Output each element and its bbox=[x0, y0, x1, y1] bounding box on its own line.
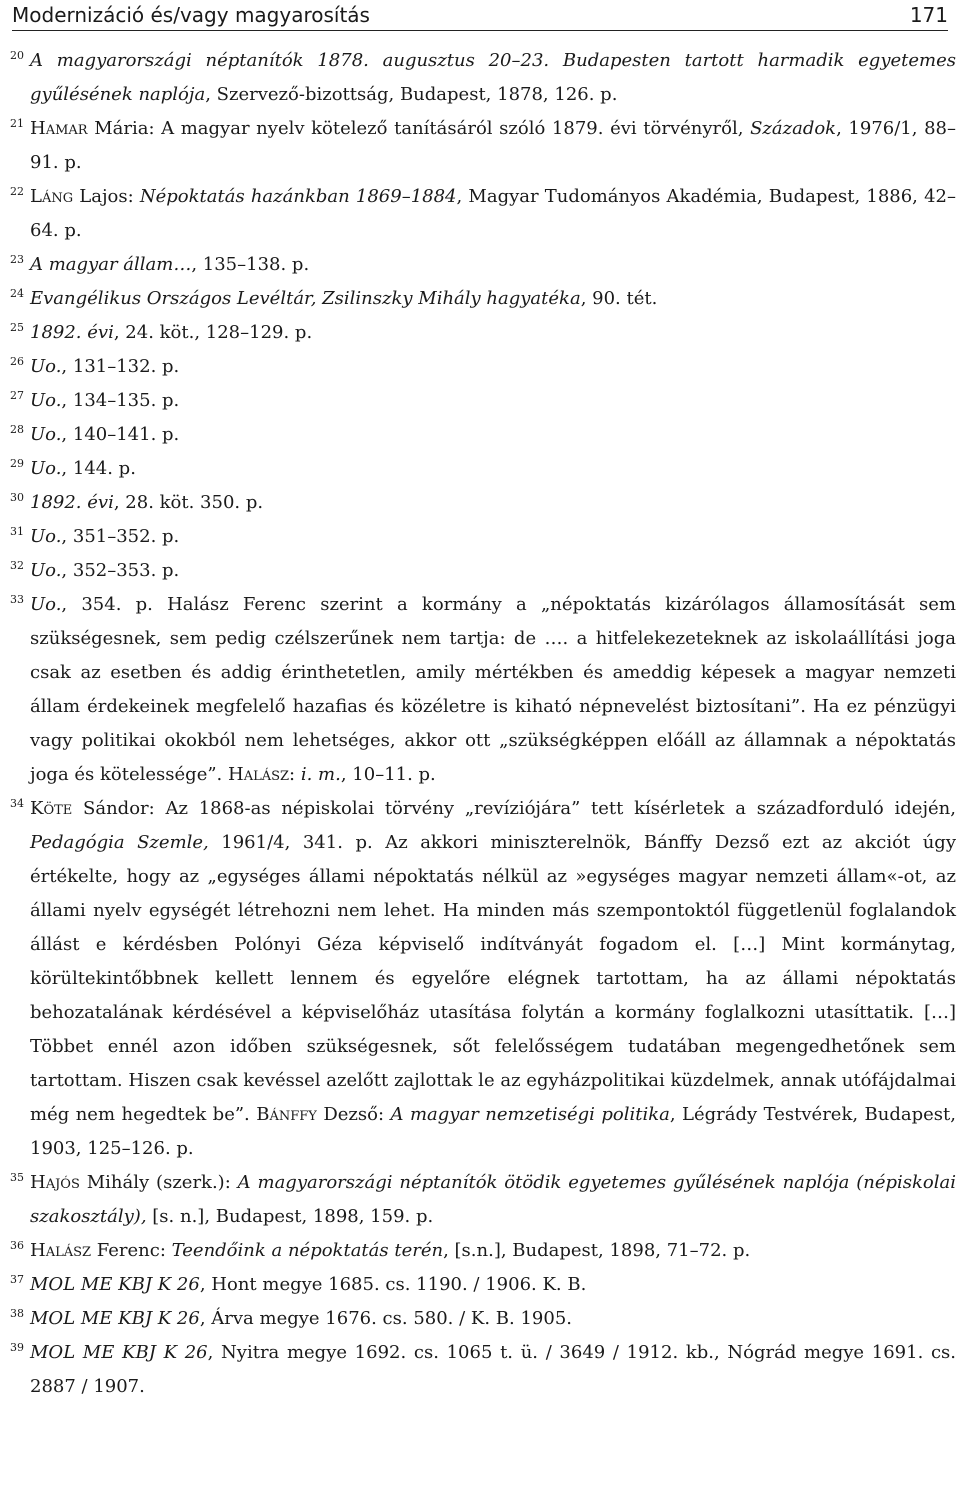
footnote-italic-text: A magyar nemzetiségi politika bbox=[390, 1104, 670, 1125]
footnote-text: , 131–132. p. bbox=[61, 356, 180, 377]
footnote-number: 22 bbox=[10, 185, 24, 198]
footnote-italic-text: MOL ME KBJ K 26 bbox=[30, 1308, 200, 1329]
footnote-text: Ferenc: bbox=[91, 1240, 172, 1261]
footnote-text: , 134–135. p. bbox=[61, 390, 180, 411]
footnote-text: Sándor: Az 1868-as népiskolai törvény „revíziójára” tett kísérletek a századforduló idején, bbox=[72, 798, 956, 819]
footnote-number: 35 bbox=[10, 1171, 24, 1184]
footnote bbox=[10, 486, 956, 520]
footnote-text: , 24. köt., 128–129. p. bbox=[113, 322, 313, 343]
footnote-italic-text: i. m. bbox=[300, 764, 341, 785]
footnote-number: 28 bbox=[10, 423, 24, 436]
footnote-italic-text: 1892. évi bbox=[30, 492, 114, 513]
footnote-italic-text: A magyarországi néptanítók ötödik egyetemes gyűlésének naplója (népiskolai szakosztály), bbox=[30, 1172, 956, 1227]
footnote-italic-text: Uo. bbox=[30, 594, 62, 615]
footnote bbox=[10, 350, 956, 384]
footnote-text: , [s.n.], Budapest, 1898, 71–72. p. bbox=[443, 1240, 751, 1261]
footnote-italic-text: Századok bbox=[750, 118, 837, 139]
footnote bbox=[10, 418, 956, 452]
footnote-number: 23 bbox=[10, 253, 24, 266]
footnote-text: : bbox=[289, 764, 301, 785]
footnote-text: Mária: A magyar nyelv kötelező tanításáról szóló 1879. évi törvényről, bbox=[87, 118, 751, 139]
footnote-number: 37 bbox=[10, 1273, 24, 1286]
footnote bbox=[10, 1302, 956, 1336]
footnote-author-name: Bánffy bbox=[256, 1104, 317, 1125]
footnote bbox=[10, 384, 956, 418]
footnote-number: 25 bbox=[10, 321, 24, 334]
footnote-text: 1961/4, 341. p. Az akkori miniszterelnök, Bánffy Dezső ezt az akciót úgy értékelte, hogy az „egységes állami népoktatás nélkül az »egységes magyar nemzeti állam«-ot, az állami nyelv egységét létrehozni nem lehet. Ha minden más szempontoktól függetlenül foglalandok állást e kérdésben Polónyi Géza képviselő indítványát fogadom el. […] Mint kormánytag, körültekintőbbnek kellett lennem és egyelőre elégnek tartottam, ha az állami népoktatás behozatalának kérdésével a képviselőház utasítása folytán a kormány foglalkozni utasíttatik. […] Többet ennél azon időben szükségesnek, sőt felelősségem tudatában megengedhetőnek sem tartottam. Hiszen csak kevéssel azelőtt zajlottak le az egyházpolitikai küzdelmek, annak utófájdalmai még nem hegedtek be”. bbox=[30, 832, 956, 1125]
footnotes-list bbox=[10, 44, 956, 1404]
page-number: 171 bbox=[909, 3, 948, 27]
footnote-text: , 351–352. p. bbox=[61, 526, 180, 547]
footnote-number: 33 bbox=[10, 593, 24, 606]
footnote-italic-text: Uo. bbox=[30, 390, 62, 411]
footnote-author-name: Hajós bbox=[30, 1172, 80, 1193]
footnote-italic-text: Uo. bbox=[30, 356, 62, 377]
footnote-text: , 352–353. p. bbox=[61, 560, 180, 581]
footnote bbox=[10, 1268, 956, 1302]
footnote-text: , Nyitra megye 1692. cs. 1065 t. ü. / 3649 / 1912. kb., Nógrád megye 1691. cs. 2887 / 1907. bbox=[30, 1342, 956, 1397]
footnote-italic-text: Evangélikus Országos Levéltár, Zsilinszky Mihály hagyatéka bbox=[30, 288, 581, 309]
footnote-italic-text: Uo. bbox=[30, 560, 62, 581]
footnote-number: 27 bbox=[10, 389, 24, 402]
footnote-author-name: Halász bbox=[30, 1240, 92, 1261]
footnote-number: 36 bbox=[10, 1239, 24, 1252]
footnote bbox=[10, 588, 956, 792]
footnote bbox=[10, 452, 956, 486]
footnote bbox=[10, 792, 956, 1166]
footnote bbox=[10, 316, 956, 350]
footnote bbox=[10, 520, 956, 554]
footnote bbox=[10, 180, 956, 248]
footnote-text: , 10–11. p. bbox=[340, 764, 436, 785]
footnote-number: 39 bbox=[10, 1341, 24, 1354]
footnote-author-name: Köte bbox=[30, 798, 73, 819]
footnote-italic-text: MOL ME KBJ K 26 bbox=[30, 1342, 208, 1363]
footnote-number: 24 bbox=[10, 287, 24, 300]
footnote-text: , 144. p. bbox=[61, 458, 136, 479]
footnote-number: 26 bbox=[10, 355, 24, 368]
footnote-text: , 28. köt. 350. p. bbox=[113, 492, 264, 513]
footnote bbox=[10, 282, 956, 316]
footnote bbox=[10, 112, 956, 180]
footnote-author-name: Halász bbox=[228, 764, 290, 785]
footnote-text: [s. n.], Budapest, 1898, 159. p. bbox=[146, 1206, 434, 1227]
footnote-italic-text: Uo. bbox=[30, 458, 62, 479]
footnote bbox=[10, 554, 956, 588]
footnote-text: , 90. tét. bbox=[580, 288, 658, 309]
footnote-number: 34 bbox=[10, 797, 24, 810]
running-head-title: Modernizáció és/vagy magyarosítás bbox=[12, 3, 370, 27]
footnote-number: 21 bbox=[10, 117, 24, 130]
footnote-text: , 140–141. p. bbox=[61, 424, 180, 445]
running-head bbox=[12, 2, 948, 31]
footnote-text: , Légrády Testvérek, Budapest, 1903, 125–126. p. bbox=[30, 1104, 956, 1159]
footnote bbox=[10, 1336, 956, 1404]
footnote-text: Mihály (szerk.): bbox=[79, 1172, 238, 1193]
footnote-text: Dezső: bbox=[316, 1104, 391, 1125]
footnote-number: 31 bbox=[10, 525, 24, 538]
footnote-number: 29 bbox=[10, 457, 24, 470]
footnote-italic-text: Uo. bbox=[30, 526, 62, 547]
footnote bbox=[10, 1234, 956, 1268]
footnote-text: Lajos: bbox=[73, 186, 140, 207]
footnote-italic-text: Teendőink a népoktatás terén bbox=[171, 1240, 444, 1261]
footnote-text: , 354. p. Halász Ferenc szerint a kormány a „népoktatás kizárólagos államosítását sem szükségesnek, sem pedig czélszerűnek nem tartja: de …. a hitfelekezeteknek az iskolaállítási joga csak az esetben és addig érinthetetlen, amily mértékben és ameddig képesek a magyar nemzeti állam érdekeinek megfelelő hazafias és közéletre is kiható népnevelést biztosítani”. Ha ez pénzügyi vagy politikai okokból nem lehetséges, akkor ott „szükségképpen előáll az államnak a népoktatás joga és kötelessége”. bbox=[30, 594, 956, 785]
footnote-text: , Szervező-bizottság, Budapest, 1878, 126. p. bbox=[205, 84, 618, 105]
footnote-text: , 135–138. p. bbox=[191, 254, 310, 275]
footnote-text: , Magyar Tudományos Akadémia, Budapest, 1886, 42–64. p. bbox=[30, 186, 956, 241]
footnote-number: 30 bbox=[10, 491, 24, 504]
footnote-text: , Hont megye 1685. cs. 1190. / 1906. K. B. bbox=[199, 1274, 587, 1295]
footnote-italic-text: Uo. bbox=[30, 424, 62, 445]
footnote-number: 32 bbox=[10, 559, 24, 572]
footnote-number: 38 bbox=[10, 1307, 24, 1320]
footnote-italic-text: 1892. évi bbox=[30, 322, 114, 343]
footnote-italic-text: A magyar állam… bbox=[30, 254, 192, 275]
footnote bbox=[10, 1166, 956, 1234]
footnote-number: 20 bbox=[10, 49, 24, 62]
footnote-author-name: Hamar bbox=[30, 118, 88, 139]
footnote-italic-text: Népoktatás hazánkban 1869–1884 bbox=[139, 186, 457, 207]
footnote-text: , Árva megye 1676. cs. 580. / K. B. 1905. bbox=[199, 1308, 572, 1329]
footnote-italic-text: Pedagógia Szemle, bbox=[30, 832, 209, 853]
footnote bbox=[10, 248, 956, 282]
footnote-italic-text: MOL ME KBJ K 26 bbox=[30, 1274, 200, 1295]
footnote-italic-text: A magyarországi néptanítók 1878. augusztus 20–23. Budapesten tartott harmadik egyetemes gyűlésének naplója bbox=[30, 50, 956, 105]
footnote-text: , 1976/1, 88–91. p. bbox=[30, 118, 956, 173]
footnote bbox=[10, 44, 956, 112]
footnote-author-name: Láng bbox=[30, 186, 74, 207]
